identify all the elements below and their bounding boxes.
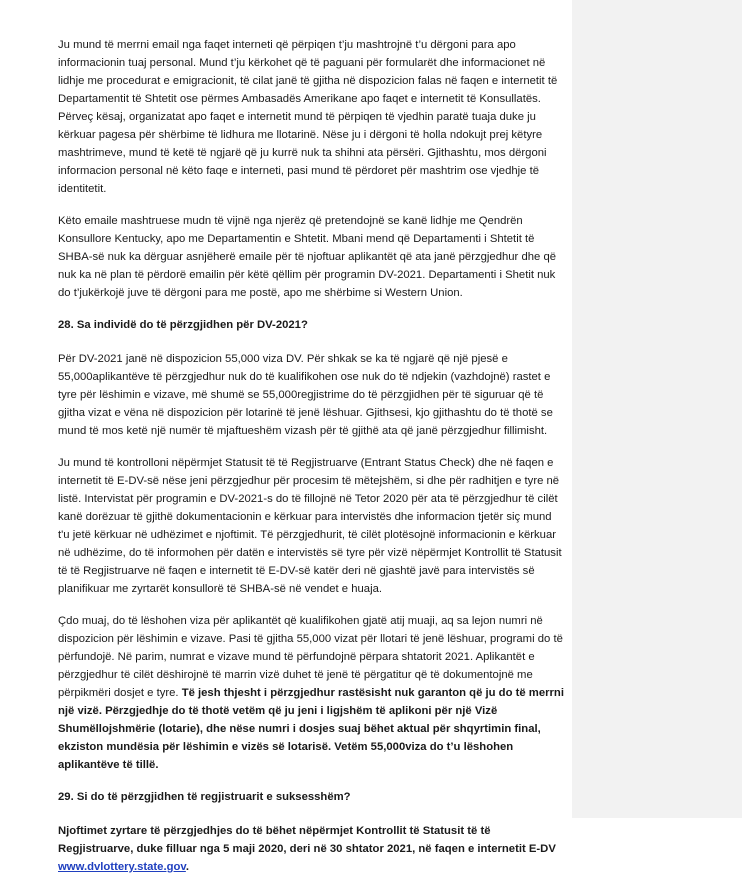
paragraph-fraud-emails: Këto emaile mashtruese mudn të vijnë nga njerëz që pretendojnë se kanë lidhje me Qendrën Konsullore Kentucky, apo me Departamentin e Shtetit. Mbani mend që Departamenti i Shtetit të SHBA-së nuk ka dërguar asnjëherë emaile për të njoftuar aplikantët që ata janë përzgjedhur dhe që nuk ka në plan të përdorë emailin për këtë qëllim për programin DV-2021. Departamenti i Shetit nuk do t’jukërkojë juve të dërgoni para me postë, apo me shërbime si Western Union. — [58, 215, 557, 299]
notification-end: . — [185, 861, 189, 873]
monthly-issuance-text: Çdo muaj, do të lëshohen viza për aplikantët që kualifikohen gjatë atij muaji, aq sa lejon numri në dispozicion për lëshimin e vizave. Pasi të gjitha 55,000 vizat për llotari të jenë lëshuar, programi do të përfundojë. Në parim, numrat e vizave mund të përfundojnë përpara shtatorit 2021. Aplikantët e përzgjedhur të cilët dëshirojnë të marrin vizë duhet të jenë të përgatitur që të dokumentojnë me përpikmëri dosjet e tyre. — [58, 615, 563, 699]
paragraph-email-scams: Ju mund të merrni email nga faqet interneti që përpiqen t’ju mashtrojnë t’u dërgoni para apo informacionin tuaj personal. Mund t’ju kërkohet që të paguani për formularët dhe informacionet në lidhje me procedurat e emigracionit, të cilat janë të gjitha në dispozicion falas në faqen e internetit të Departamentit të Shtetit ose përmes Ambasadës Amerikane apo faqet e internetit të Konsullatës. Përveç kësaj, organizatat apo faqet e internetit mund të përpiqen të vjedhin paratë tuaja duke ju kërkuar pagesa për shërbime të lidhura me llotarinë. Nëse ju i dërgoni të holla ndokujt prej këtyre mashtrimeve, mund të ketë të ngjarë që ju kurrë nuk ta shihni ata përsëri. Gjithashtu, mos dërgoni informacion personal në këto faqe e interneti, pasi mund të përdoret për mashtrim ose vjedhje të identitetit. — [58, 39, 558, 195]
paragraph-status-check: Ju mund të kontrolloni nëpërmjet Statusit të të Regjistruarve (Entrant Status Check) dhe në faqen e internetit të E-DV-së nëse jeni përzgjedhur për procesim të mëtejshëm, si dhe për radhitjen e tyre në listë. Intervistat për programin e DV-2021-s do të fillojnë në Tetor 2020 për ata të përzgjedhur të cilët kanë dorëzuar të gjithë dokumentacionin e kërkuar para intervistës dhe informacion tjetër siç mund t'u jetë kërkuar në udhëzimet e njoftimit. Të përzgjedhurit, të cilët plotësojnë informacionin e kërkuar në udhëzime, do të informohen për datën e intervistës së tyre për vizë nëpërmjet Kontrollit të Statusit të të Regjistruarve në faqen e internetit të E-DV-së katër deri në gjashtë javë para intervistës së planifikuar me zyrtarët konsullorë të SHBA-së në vendet e huaja. — [58, 457, 562, 595]
notification-text: Njoftimet zyrtare të përzgjedhjes do të bëhet nëpërmjet Kontrollit të Statusit të të Regjistruarve, duke filluar nga 5 maji 2020, deri në 30 shtator 2021, në faqen e internetit E-DV — [58, 825, 556, 855]
dvlottery-link[interactable]: www.dvlottery.state.gov — [58, 861, 186, 873]
paragraph-visa-count: Për DV-2021 janë në dispozicion 55,000 viza DV. Për shkak se ka të ngjarë që një pjesë e 55,000aplikantëve të përzgjedhur nuk do të kualifikohen ose nuk do të ndjekin (vazhdojnë) rastet e tyre për lëshimin e vizave, më shumë se 55,000regjistrime do të përzgjidhen për të siguruar që të gjitha vizat e vëna në dispozicion për lotarinë të jenë lëshuar. Gjithsesi, kjo gjithashtu do të thotë se mund të mos ketë një numër të mjaftueshëm vizash për të gjithë ata që janë përzgjedhur fillimisht. — [58, 353, 553, 437]
document-body — [58, 36, 565, 890]
question-28-heading: 28. Sa individë do të përzgjidhen për DV-2021? — [58, 319, 308, 331]
paragraph-monthly-issuance — [58, 612, 565, 774]
question-29-heading: 29. Si do të përzgjidhen të regjistruarit e suksesshëm? — [58, 791, 351, 803]
side-panel — [572, 0, 742, 818]
selection-warning-text: Të jesh thjesht i përzgjedhur rastësisht nuk garanton që ju do të merrni një vizë. Përzgjedhje do të thotë vetëm që ju jeni i ligjshëm të aplikoni për një Vizë Shumëllojshmërie (lotarie), dhe nëse numri i dosjes suaj bëhet aktual për shqyrtimin final, ekziston mundësia për lëshimin e vizës së lotarisë. Vetëm 55,000viza do t’u lëshohen aplikantëve të tillë. — [58, 687, 564, 771]
paragraph-official-notification — [58, 822, 565, 876]
